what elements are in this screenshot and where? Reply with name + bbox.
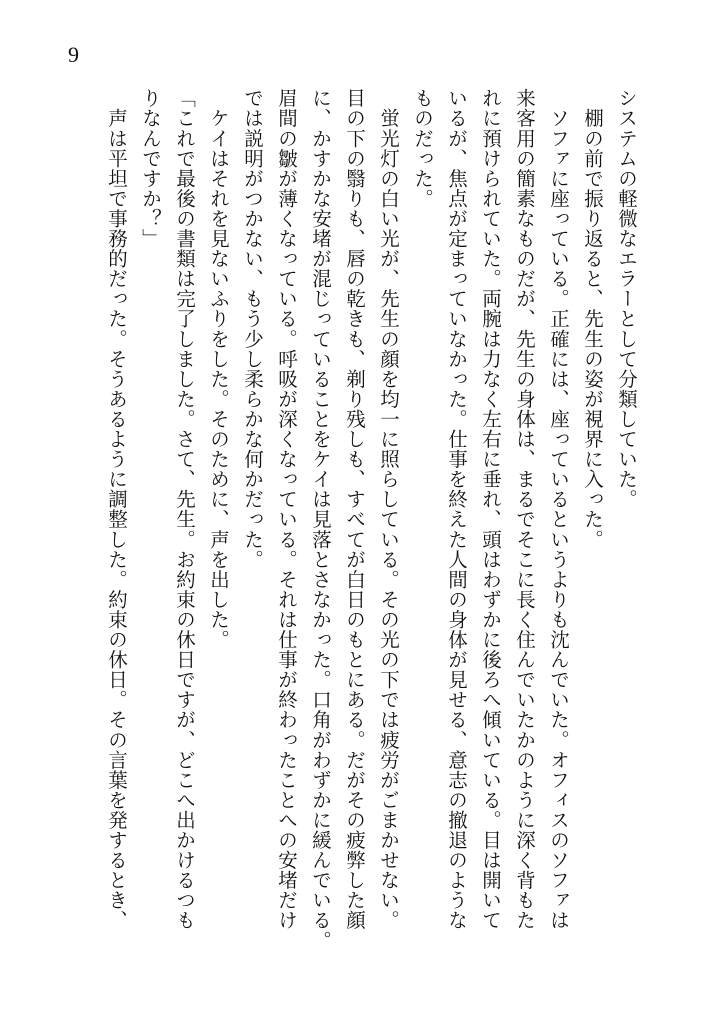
text-line: いるが、焦点が定まっていなかった。仕事を終えた人間の身体が見せる、意志の撤退のような — [445, 88, 468, 931]
text-line: 「これで最後の書類は完了しました。さて、先生。お約束の休日ですが、どこへ出かけるつも — [173, 88, 196, 931]
text-line: りなんですか？」 — [139, 88, 162, 249]
text-line: 蛍光灯の白い光が、先生の顔を均一に照らしている。その光の下では疲労がごまかせない。 — [377, 88, 400, 931]
text-line: に、かすかな安堵が混じっていることをケイは見落とさなかった。口角がわずかに緩んでいる。 — [309, 88, 332, 951]
text-line: れに預けられていた。両腕は力なく左右に垂れ、頭はわずかに後ろへ傾いている。目は開いて — [479, 88, 502, 931]
text-line: ケイはそれを見ないふりをした。そのために、声を出した。 — [207, 88, 230, 650]
text-line: 棚の前で振り返ると、先生の姿が視界に入った。 — [581, 88, 604, 550]
body-text — [81, 88, 641, 968]
text-line: 眉間の皺が薄くなっている。呼吸が深くなっている。それは仕事が終わったことへの安堵だけ — [275, 88, 298, 931]
text-line: 来客用の簡素なものだが、先生の身体は、まるでそこに長く住んでいたかのように深く背もた — [513, 88, 536, 931]
text-line: ソファに座っている。正確には、座っているというよりも沈んでいた。オフィスのソファは — [547, 88, 570, 931]
page-number: 9 — [68, 42, 79, 67]
text-line: 目の下の翳りも、唇の乾きも、剃り残しも、すべてが白日のもとにある。だがその疲弊した顔 — [343, 88, 366, 931]
text-line: 声は平坦で事務的だった。そうあるように調整した。約束の休日。その言葉を発するとき、 — [105, 88, 128, 931]
text-line: システムの軽微なエラーとして分類していた。 — [615, 88, 638, 510]
text-line: ものだった。 — [411, 88, 434, 209]
text-line: では説明がつかない、もう少し柔らかな何かだった。 — [241, 88, 264, 570]
